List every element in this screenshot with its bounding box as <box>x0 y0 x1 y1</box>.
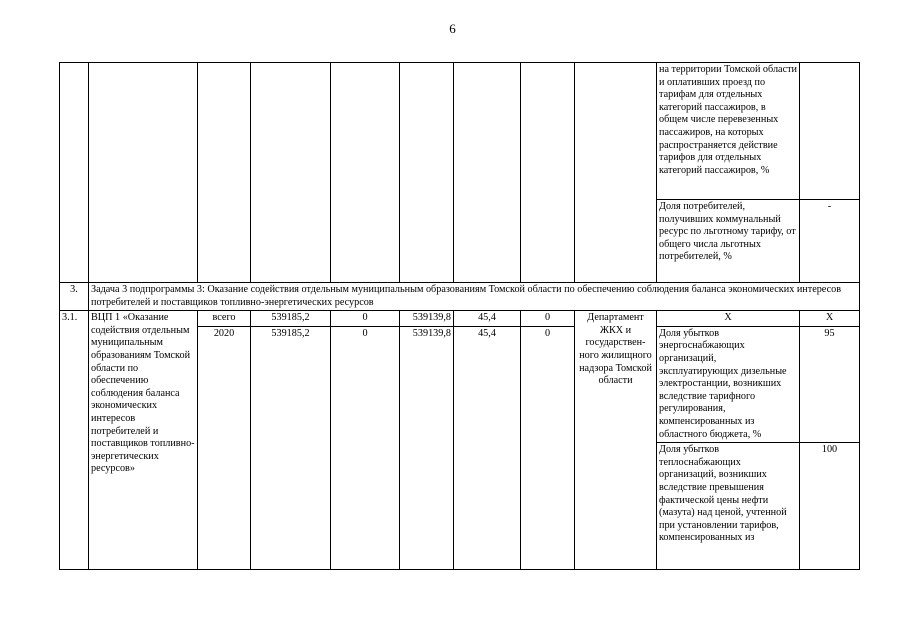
amount-total: 539185,2 <box>251 311 331 327</box>
cell-empty <box>251 63 331 283</box>
local-total: 45,4 <box>454 311 521 327</box>
other-2020: 0 <box>521 326 575 569</box>
cell-empty <box>331 63 400 283</box>
page-number: 6 <box>449 21 456 36</box>
indicator-value: - <box>800 200 860 283</box>
local-2020: 45,4 <box>454 326 521 569</box>
regional-total: 539139,8 <box>400 311 454 327</box>
cell-empty <box>89 63 198 283</box>
continuation-row <box>60 63 860 200</box>
executor: Департамент ЖКХ и государствен-ного жилищного надзора Томской области <box>575 311 657 570</box>
amount-2020: 539185,2 <box>251 326 331 569</box>
indicator-x: Х <box>657 311 800 327</box>
period-2020: 2020 <box>198 326 251 569</box>
period-total: всего <box>198 311 251 327</box>
indicator-value: 100 <box>800 443 860 570</box>
cell-empty <box>400 63 454 283</box>
cell-empty <box>454 63 521 283</box>
cell-empty <box>575 63 657 283</box>
indicator-text: Доля убытков теплоснабжающих организаций, возникших вследствие превышения фактической цены нефти (мазута) над ценой, учтенной при установлении тарифов, компенсированных из <box>657 443 800 570</box>
cell-empty <box>521 63 575 283</box>
other-total: 0 <box>521 311 575 327</box>
federal-2020: 0 <box>331 326 400 569</box>
measure-row-total <box>60 311 860 327</box>
cell-empty <box>60 63 89 283</box>
indicator-text: Доля потребителей, получивших коммунальный ресурс по льготному тарифу, от общего числа льготных потребителей, % <box>657 200 800 283</box>
value-x: Х <box>800 311 860 327</box>
task-text: Задача 3 подпрограммы 3: Оказание содействия отдельным муниципальным образованиям Томской области по обеспечению соблюдения баланса экономических интересов потребителей и поставщиков топливно-энергетических ресурсов <box>89 283 860 311</box>
program-table <box>59 62 860 570</box>
task-row <box>60 283 860 311</box>
indicator-text: Доля убытков энергоснабжающих организаций, эксплуатирующих дизельные электростанции, возникших вследствие тарифного регулирования, компенсированных из областного бюджета, % <box>657 326 800 442</box>
task-number: 3. <box>60 283 89 311</box>
regional-2020: 539139,8 <box>400 326 454 569</box>
indicator-value: 95 <box>800 326 860 442</box>
indicator-text: на территории Томской области и оплативших проезд по тарифам для отдельных категорий пассажиров, в общем числе перевезенных пассажиров, на которых распространяется действие тарифов для отдельных категорий пассажиров, % <box>657 63 800 200</box>
federal-total: 0 <box>331 311 400 327</box>
indicator-value <box>800 63 860 200</box>
measure-number: 3.1. <box>60 311 89 570</box>
cell-empty <box>198 63 251 283</box>
measure-name: ВЦП 1 «Оказание содействия отдельным муниципальным образованиям Томской области по обеспечению соблюдения баланса экономических интересов потребителей и поставщиков топливно-энергетических ресурсов» <box>89 311 198 570</box>
